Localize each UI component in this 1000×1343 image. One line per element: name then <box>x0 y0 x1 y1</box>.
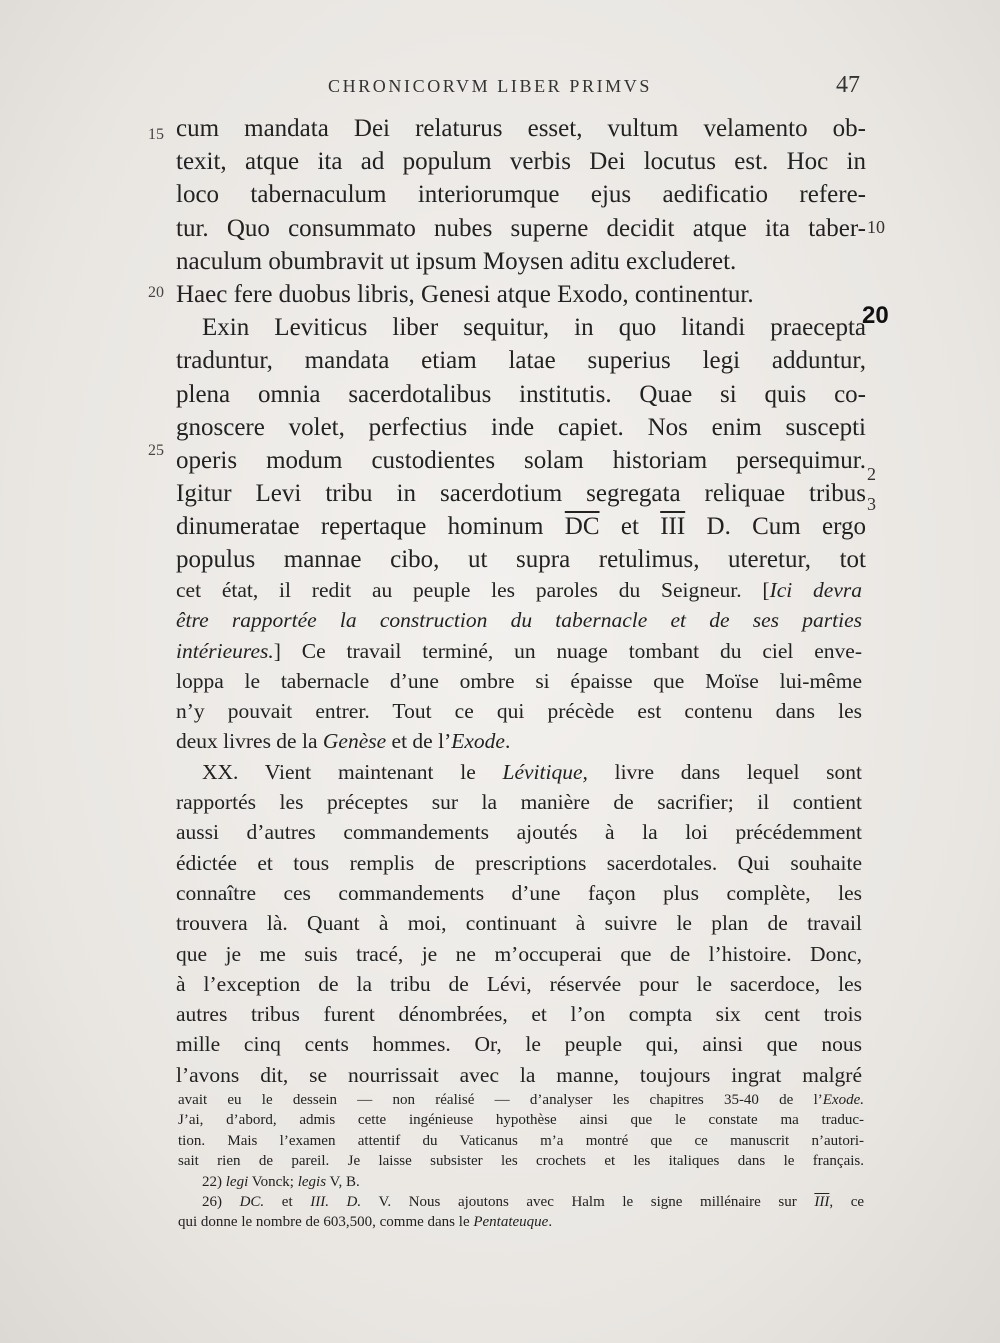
text-line: autres tribus furent dénombrées, et l’on compta six cent trois <box>176 1002 862 1027</box>
text-line <box>176 636 862 666</box>
text-line: plena omnia sacerdotalibus institutis. Quae si quis co- <box>176 380 866 408</box>
text-span: dinumeratae repertaque hominum <box>176 513 544 541</box>
running-title: CHRONICORVM LIBER PRIMVS <box>328 76 652 96</box>
footnote-line <box>178 1192 864 1212</box>
italic-span: Exode <box>451 729 505 754</box>
text-line <box>176 605 862 635</box>
text-line: populus mannae cibo, ut supra retulimus, uteretur, tot <box>176 546 866 574</box>
text-span: cet état, il redit au peuple les paroles du Seigneur. [ <box>176 578 770 602</box>
text-line: Exin Leviticus liber sequitur, in quo litandi praecepta <box>202 314 866 342</box>
text-span: . Cum ergo <box>724 513 867 541</box>
text-line: traduntur, mandata etiam latae superius legi adduntur, <box>176 347 866 375</box>
text-span: V. Nous ajoutons avec Halm le signe millénaire sur <box>378 1193 797 1210</box>
margin-line-number: 25 <box>148 442 164 459</box>
text-line: gnoscere volet, perfectius inde capiet. Nos enim suscepti <box>176 413 866 441</box>
text-line: operis modum custodientes solam historiam persequimur. <box>176 446 866 474</box>
page-number: 47 <box>836 72 860 98</box>
text-line: Igitur Levi tribu in sacerdotium segregata reliquae tribus <box>176 480 866 508</box>
footnote-line: tion. Mais l’examen attentif du Vaticanus m’a montré que ce manuscrit n’autori- <box>178 1132 864 1149</box>
margin-line-number: 20 <box>148 284 164 301</box>
italic-span: Ici devra <box>769 578 862 602</box>
text-span: livre dans lequel sont <box>614 759 862 784</box>
footnote-line <box>178 1172 864 1192</box>
text-line: trouvera là. Quant à moi, continuant à suivre le plan de travail <box>176 911 862 936</box>
text-span: Vonck; <box>251 1173 294 1190</box>
text-span: avait eu le dessein — non réalisé — d’analyser les chapitres 35-40 de l’ <box>178 1092 823 1108</box>
text-line <box>176 757 862 787</box>
text-line: loco tabernaculum interiorumque ejus aedificatio refere- <box>176 181 866 209</box>
french-text-block <box>176 575 862 1090</box>
text-line: cum mandata Dei relaturus esset, vultum velamento ob- <box>176 115 866 142</box>
footnote-line <box>178 1212 864 1232</box>
footnote-line: J’ai, d’abord, admis cette ingénieuse hypothèse ainsi que le constate ma traduc- <box>178 1112 864 1129</box>
text-line: connaître ces commandements d’une façon plus complète, les <box>176 880 862 905</box>
text-line: édictée et tous remplis de prescriptions sacerdotales. Qui souhaite <box>176 850 862 875</box>
italic-span: legis <box>297 1173 327 1190</box>
text-span: . <box>504 729 511 754</box>
text-line <box>176 510 866 543</box>
text-line: rapportés les préceptes sur la manière de sacrifier; il contient <box>176 790 862 815</box>
margin-line-number: 2 <box>867 464 876 484</box>
text-span: qui donne le nombre de 603,500, comme dans le <box>178 1214 470 1231</box>
text-span: V, B. <box>329 1173 360 1190</box>
text-line: loppa le tabernacle d’une ombre si épaisse que Moïse lui-même <box>176 668 862 693</box>
text-span: deux livres de la <box>176 729 318 754</box>
text-span: 26) <box>202 1193 222 1210</box>
text-line: Haec fere duobus libris, Genesi atque Exodo, continentur. <box>176 280 754 308</box>
italic-span: Genèse <box>322 729 387 754</box>
footnote-line: sait rien de pareil. Je laisse subsister les crochets et les italiques dans le français. <box>178 1153 864 1170</box>
text-line: mille cinq cents hommes. Or, le peuple qui, ainsi que nous <box>176 1032 862 1057</box>
numeral-dc: $\overline{DC}$ <box>564 513 600 541</box>
text-span: et <box>620 513 639 541</box>
text-span: . <box>548 1214 553 1231</box>
footnotes <box>178 1090 864 1233</box>
italic-span: Exode. <box>822 1092 864 1108</box>
text-span: et de l’ <box>391 729 452 754</box>
text-line: texit, atque ita ad populum verbis Dei locutus est. Hoc in <box>176 148 866 176</box>
text-line: tur. Quo consummato nubes superne decidit atque ita taber- <box>176 214 866 242</box>
numeral-iii: $\overline{III}$ <box>660 513 686 541</box>
margin-chapter-number: 20 <box>862 302 889 329</box>
text-line <box>176 726 862 756</box>
margin-line-number: 3 <box>867 494 876 514</box>
italic-span: Lévitique, <box>502 759 588 784</box>
italic-span: intérieures. <box>176 638 274 663</box>
text-span: XX. Vient maintenant le <box>202 759 476 784</box>
italic-span: $\overline{III}$ <box>814 1193 830 1210</box>
italic-span: DC. <box>239 1193 265 1210</box>
page-header <box>320 72 860 102</box>
italic-span: legi <box>225 1173 249 1190</box>
text-line: à l’exception de la tribu de Lévi, réservée pour le sacerdoce, les <box>176 971 862 996</box>
margin-line-number: 15 <box>148 126 164 143</box>
text-line: n’y pouvait entrer. Tout ce qui précède est contenu dans les <box>176 699 862 724</box>
italic-span: III. D. <box>310 1193 362 1210</box>
text-line: aussi d’autres commandements ajoutés à la loi précédemment <box>176 820 862 845</box>
text-line <box>176 575 862 605</box>
numeral-d: D <box>706 513 725 541</box>
text-span: et <box>281 1193 293 1210</box>
footnote-line <box>178 1090 864 1110</box>
text-line: que je me suis tracé, je ne m’occuperai que de l’histoire. Donc, <box>176 941 862 966</box>
margin-line-number: 10 <box>867 217 885 237</box>
text-span: ] Ce travail terminé, un nuage tombant du ciel enve- <box>273 638 862 663</box>
italic-span: Pentateuque <box>473 1214 549 1231</box>
latin-text-block <box>176 112 866 577</box>
italic-span: être rapportée la construction du tabernacle et de ses parties <box>176 608 862 633</box>
text-span: , ce <box>829 1193 865 1210</box>
text-span: 22) <box>202 1173 222 1190</box>
text-line: l’avons dit, se nourrissait avec la manne, toujours ingrat malgré <box>176 1062 862 1087</box>
text-line: naculum obumbravit ut ipsum Moysen aditu excluderet. <box>176 247 737 275</box>
